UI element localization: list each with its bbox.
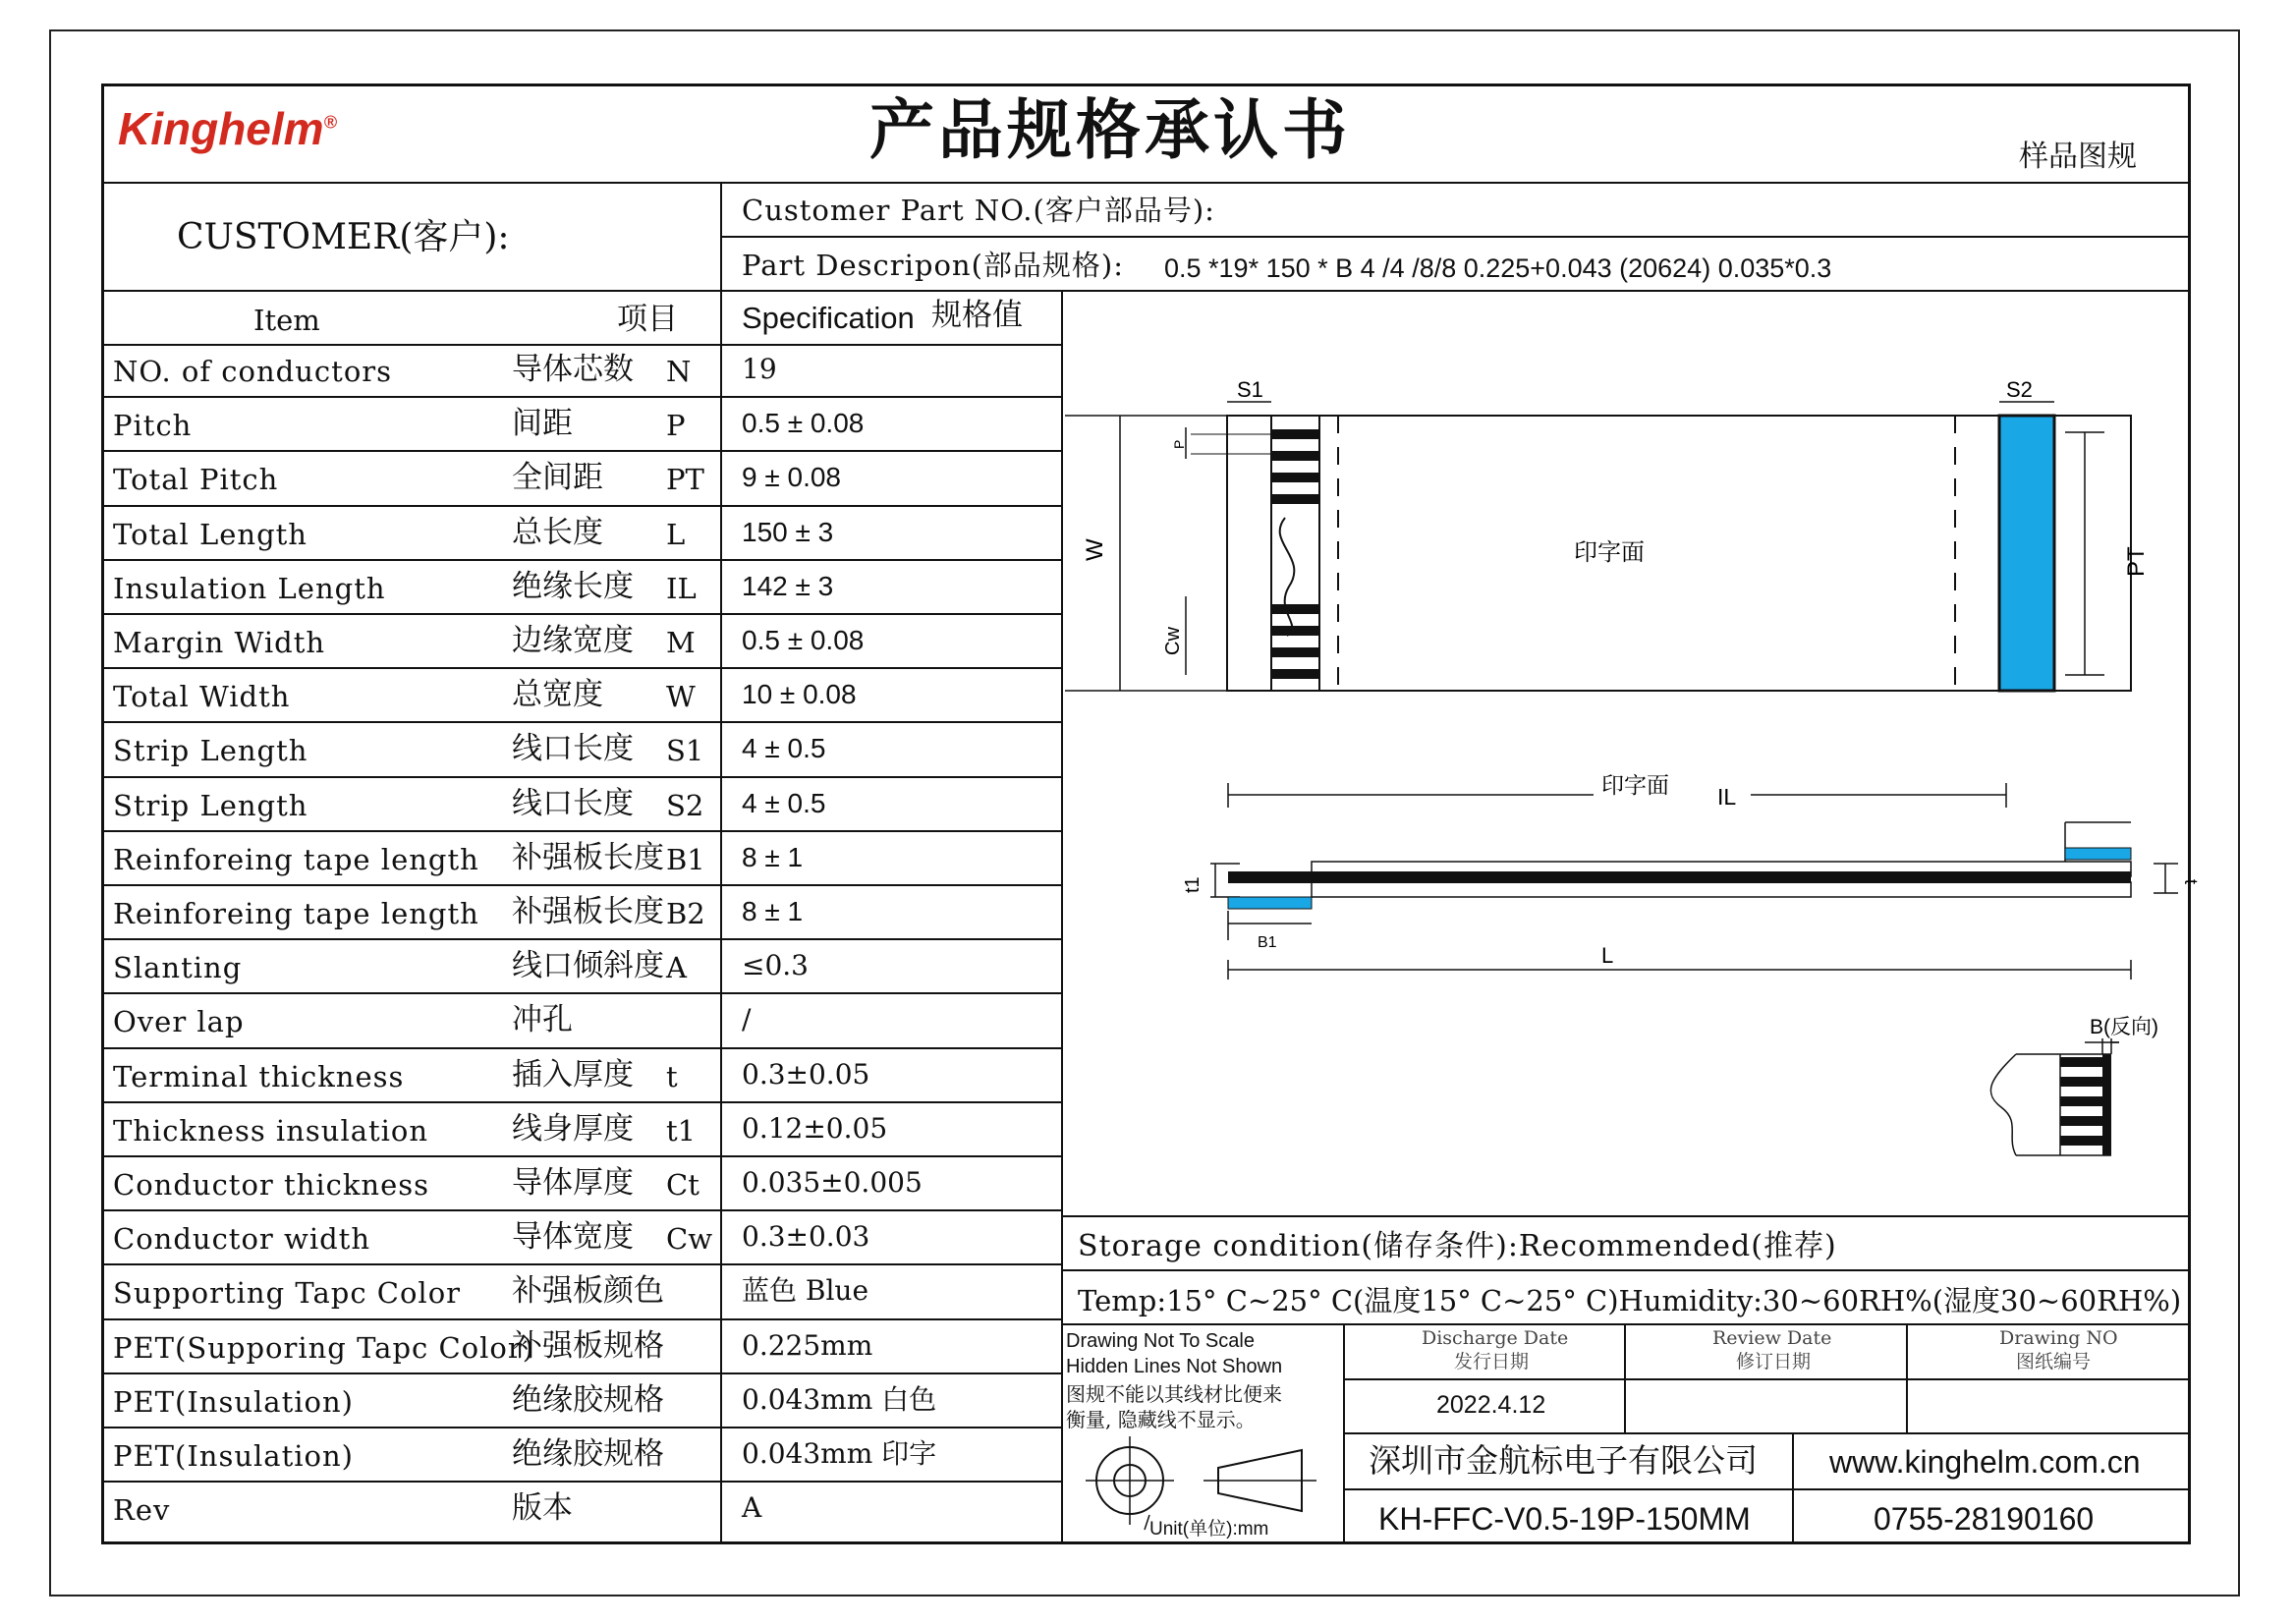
row-spec-value: 150 ± 3	[742, 516, 834, 547]
review-date-cn: 修订日期	[1736, 1351, 1812, 1372]
row-spec-value: 0.5 ± 0.08	[742, 408, 865, 439]
row-item-label: NO. of conductors	[113, 355, 393, 388]
row-symbol: P	[666, 409, 686, 443]
row-spec-value: /	[742, 1003, 752, 1036]
print-face-side-label: 印字面	[1601, 772, 1669, 798]
row-item-cn: 总宽度	[512, 677, 603, 713]
row-symbol: B1	[666, 842, 705, 876]
spec-cn-header: 规格值	[931, 298, 1023, 333]
row-item-label: Total Pitch	[113, 463, 279, 497]
table-row	[101, 1049, 1061, 1103]
table-row	[101, 940, 1061, 994]
storage-label: Storage condition(储存条件):Recommended(推荐)	[1078, 1229, 1837, 1263]
row-item-cn: 导体厚度	[512, 1165, 634, 1201]
table-row	[101, 1157, 1061, 1211]
table-row	[101, 886, 1061, 940]
row-item-label: PET(Insulation)	[113, 1384, 354, 1419]
row-item-cn: 补强板颜色	[512, 1273, 664, 1310]
table-row	[101, 1374, 1061, 1428]
row-item-cn: 线口长度	[512, 785, 634, 821]
row-item-label: Supporting Tapc Color	[113, 1276, 462, 1311]
row-spec-value: 蓝色 Blue	[742, 1274, 869, 1308]
row-item-cn: 补强板长度	[512, 894, 664, 929]
row-spec-value: 8 ± 1	[742, 896, 804, 926]
row-spec-value: 4 ± 0.5	[742, 733, 826, 764]
company-name: 深圳市金航标电子有限公司	[1369, 1441, 1758, 1480]
row-symbol: N	[666, 355, 692, 388]
row-spec-value: A	[742, 1491, 762, 1525]
part-number: KH-FFC-V0.5-19P-150MM	[1378, 1501, 1751, 1537]
row-item-cn: 总长度	[512, 514, 603, 550]
table-row	[101, 1428, 1061, 1483]
row-spec-value: 0.3±0.03	[742, 1220, 870, 1254]
row-item-cn: 绝缘胶规格	[512, 1436, 664, 1472]
top-view-conductor-bars	[1271, 429, 1319, 679]
table-row	[101, 1265, 1061, 1319]
row-spec-value: 10 ± 0.08	[742, 679, 857, 710]
row-item-label: Terminal thickness	[113, 1059, 405, 1093]
table-row	[101, 1211, 1061, 1265]
row-spec-value: 9 ± 0.08	[742, 462, 841, 493]
row-symbol: L	[666, 517, 686, 551]
discharge-date-value: 2022.4.12	[1436, 1391, 1546, 1419]
row-spec-value: 142 ± 3	[742, 570, 834, 601]
table-row	[101, 1103, 1061, 1157]
row-item-label: Pitch	[113, 409, 193, 443]
table-row	[101, 615, 1061, 669]
doc-type: 样品图规	[2019, 140, 2137, 174]
table-row	[101, 994, 1061, 1048]
row-symbol: S1	[666, 734, 704, 768]
row-symbol: t1	[666, 1113, 697, 1148]
stiffener-b1	[1228, 897, 1312, 909]
row-item-cn: 补强板长度	[512, 839, 664, 875]
row-item-cn: 全间距	[512, 460, 603, 496]
table-row	[101, 344, 1061, 398]
note-cn-2: 衡量, 隐藏线不显示。	[1066, 1408, 1256, 1431]
row-symbol: B2	[666, 897, 705, 930]
row-symbol: A	[666, 951, 687, 985]
storage-conditions: Temp:15° C~25° C(温度15° C~25° C)Humidity:30~60RH%(湿度30~60RH%)	[1078, 1284, 2182, 1317]
row-item-label: Over lap	[113, 1005, 245, 1039]
row-item-cn: 绝缘长度	[512, 568, 634, 604]
item-header: Item	[253, 304, 320, 337]
note-cn-1: 图规不能以其线材比便来	[1066, 1382, 1282, 1406]
row-item-label: Reinforeing tape length	[113, 842, 479, 876]
row-item-label: Margin Width	[113, 626, 326, 659]
cw-label: Cw	[1162, 627, 1184, 655]
row-item-label: Reinforeing tape length	[113, 897, 479, 930]
s2-label: S2	[2006, 377, 2033, 402]
drawing-no-cn: 图纸编号	[2016, 1351, 2092, 1372]
row-item-cn: 边缘宽度	[512, 623, 634, 658]
row-item-label: Total Length	[113, 517, 308, 551]
row-item-label: Total Width	[113, 680, 291, 714]
row-item-label: Slanting	[113, 951, 243, 985]
row-item-cn: 冲孔	[512, 1002, 573, 1038]
row-symbol: S2	[666, 788, 704, 822]
row-item-label: Strip Length	[113, 734, 308, 768]
row-spec-value: 19	[742, 353, 777, 385]
discharge-date-label: Discharge Date	[1422, 1327, 1569, 1349]
row-item-cn: 导体宽度	[512, 1219, 634, 1256]
b1-label: B1	[1258, 934, 1277, 951]
row-item-label: PET(Insulation)	[113, 1439, 354, 1473]
ffc-technical-drawing	[1063, 292, 2201, 1213]
stiffener-b2	[2065, 848, 2131, 860]
t1-label: t1	[1182, 876, 1203, 893]
table-row	[101, 723, 1061, 777]
row-item-cn: 补强板规格	[512, 1327, 664, 1364]
t-label: t	[2181, 879, 2201, 885]
row-spec-value: 8 ± 1	[742, 841, 804, 872]
row-spec-value: 0.043mm 白色	[742, 1382, 937, 1416]
row-symbol: t	[666, 1059, 678, 1093]
row-item-label: Conductor width	[113, 1222, 370, 1257]
table-row	[101, 1320, 1061, 1374]
print-face-label: 印字面	[1574, 539, 1645, 566]
note-not-to-scale: Drawing Not To Scale	[1066, 1330, 1255, 1352]
table-row	[101, 561, 1061, 615]
row-item-cn: 版本	[512, 1490, 573, 1527]
row-symbol: M	[666, 626, 696, 659]
row-spec-value: 0.12±0.05	[742, 1111, 888, 1145]
row-spec-value: 0.3±0.05	[742, 1057, 870, 1091]
brand-logo: Kinghelm®	[118, 103, 337, 154]
row-symbol: Cw	[666, 1222, 713, 1257]
phone-number: 0755-28190160	[1874, 1501, 2095, 1537]
row-symbol: PT	[666, 463, 704, 497]
row-item-label: Insulation Length	[113, 571, 386, 605]
row-symbol: IL	[666, 571, 697, 605]
row-item-cn: 线身厚度	[512, 1110, 634, 1147]
row-item-cn: 导体芯数	[512, 352, 634, 387]
row-spec-value: 0.225mm	[742, 1328, 873, 1362]
row-item-cn: 插入厚度	[512, 1056, 634, 1092]
row-spec-value: 0.5 ± 0.08	[742, 625, 865, 655]
drawing-no-label: Drawing NO	[1999, 1327, 2118, 1349]
part-description-label: Part Descripon(部品规格):	[742, 249, 1125, 282]
customer-part-no-label: Customer Part NO.(客户部品号):	[742, 194, 1215, 227]
customer-label: CUSTOMER(客户):	[177, 217, 510, 257]
p-label: P	[1171, 439, 1187, 449]
company-website: www.kinghelm.com.cn	[1829, 1444, 2141, 1480]
s1-label: S1	[1237, 377, 1263, 402]
row-symbol: Ct	[666, 1168, 700, 1202]
row-item-cn: 线口倾斜度	[512, 948, 664, 984]
row-symbol: W	[666, 680, 696, 714]
row-item-label: Strip Length	[113, 788, 308, 822]
table-row	[101, 669, 1061, 723]
row-item-label: Rev	[113, 1493, 171, 1528]
row-item-cn: 线口长度	[512, 731, 634, 767]
table-row	[101, 398, 1061, 452]
table-row	[101, 778, 1061, 832]
page-title: 产品规格承认书	[869, 92, 1351, 168]
row-spec-value: ≤0.3	[742, 949, 809, 982]
discharge-date-cn: 发行日期	[1454, 1351, 1530, 1372]
table-row	[101, 507, 1061, 561]
table-row	[101, 1483, 1061, 1537]
pt-label: PT	[2123, 546, 2150, 577]
part-description-value: 0.5 *19* 150 * B 4 /4 /8/8 0.225+0.043 (20624) 0.035*0.3	[1164, 253, 1832, 283]
unit-label: Unit(单位):mm	[1149, 1519, 1269, 1540]
item-cn-header: 项目	[617, 302, 678, 337]
w-label: W	[1082, 538, 1108, 561]
side-view-conductor	[1228, 871, 2131, 883]
row-item-label: PET(Supporing Tapc Color)	[113, 1330, 535, 1365]
row-spec-value: 0.043mm 印字	[742, 1437, 937, 1470]
spec-header: Specification	[742, 301, 915, 335]
b-reverse-conductor-bars	[2060, 1054, 2111, 1155]
table-row	[101, 452, 1061, 506]
row-item-label: Thickness insulation	[113, 1113, 429, 1148]
l-label: L	[1601, 943, 1614, 968]
row-item-label: Conductor thickness	[113, 1168, 430, 1202]
b-reverse-label: B(反向)	[2090, 1016, 2158, 1038]
review-date-label: Review Date	[1712, 1327, 1832, 1349]
row-spec-value: 4 ± 0.5	[742, 787, 826, 818]
il-label: IL	[1717, 784, 1737, 810]
note-hidden-lines: Hidden Lines Not Shown	[1066, 1356, 1283, 1377]
row-item-cn: 间距	[512, 406, 573, 442]
row-spec-value: 0.035±0.005	[742, 1166, 923, 1199]
table-row	[101, 832, 1061, 886]
row-item-cn: 绝缘胶规格	[512, 1381, 664, 1418]
